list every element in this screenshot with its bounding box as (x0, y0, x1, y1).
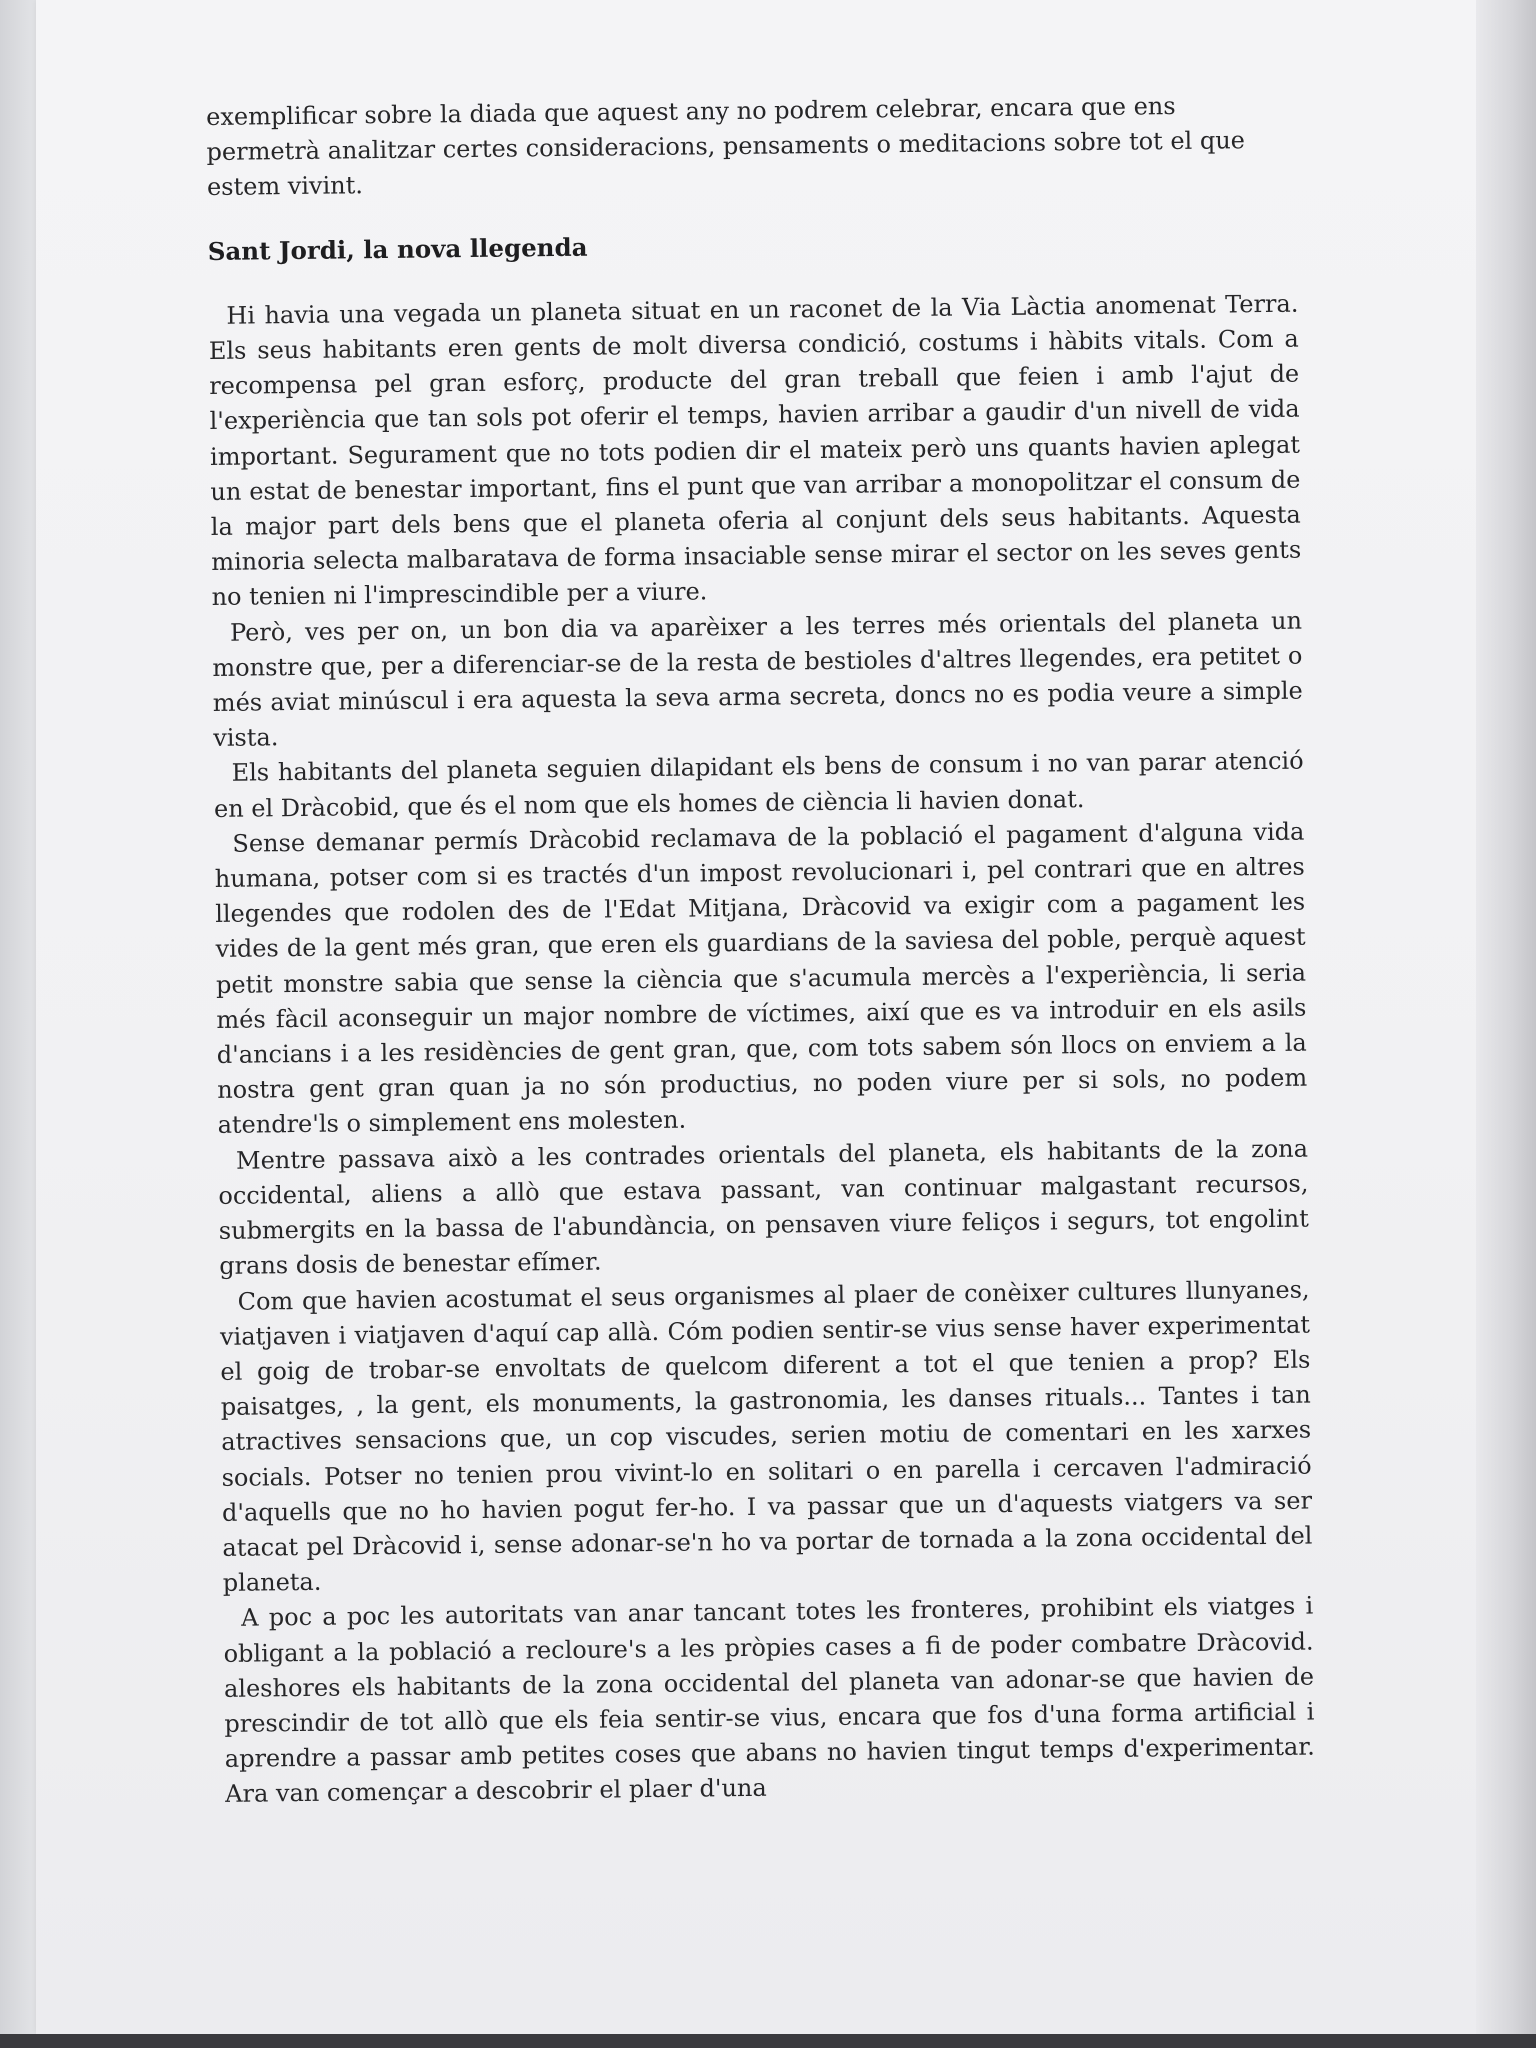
page-right-edge (1476, 0, 1536, 2048)
document-body (206, 88, 1315, 1813)
body-paragraph: Els habitants del planeta seguien dilapidant els bens de consum i no van parar atenció en el Dràcobid, que és el nom que els homes de ciència li havien donat. (213, 747, 1304, 823)
body-paragraph: Sense demanar permís Dràcobid reclamava de la població el pagament d'alguna vida humana, potser com si es tractés d'un impost revolucionari i, pel contrari que en altres llegendes que rodolen des de l'Edat Mitjana, Dràcovid va exigir com a pagament les vides de la gent més gran, que eren els guardians de la saviesa del poble, perquè aquest petit monstre sabia que sense la ciència que s'acumula mercès a l'experiència, li seria més fàcil aconseguir un major nombre de víctimes, així que es va introduir en els asils d'ancians i a les residències de gent gran, que, com tots sabem són llocs on enviem a la nostra gent gran quan ja no són productius, no poden viure per si sols, no podem atendre'ls o simplement ens molesten. (214, 817, 1308, 1140)
intro-paragraph: exemplificar sobre la diada que aquest any no podrem celebrar, encara que ens permetrà analitzar certes consideracions, pensaments o meditacions sobre tot el que estem vivint. (206, 92, 1246, 202)
section-heading: Sant Jordi, la nova llegenda (207, 232, 588, 266)
body-paragraph: A poc a poc les autoritats van anar tancant totes les fronteres, prohibint els viatges i obligant a la població a recloure's a les pròpies cases a fi de poder combatre Dràcovid. aleshores els habitants de la zona occidental del planeta van adonar-se que havien de prescindir de tot allò que els feia sentir-se vius, encara que fos d'una forma artificial i aprendre a passar amb petites coses que abans no havien tingut temps d'experimentar. Ara van començar a descobrir el plaer d'una (223, 1591, 1315, 1809)
body-paragraph: Com que havien acostumat el seus organismes al plaer de conèixer cultures llunyanes, viatjaven i viatjaven d'aquí cap allà. Cóm podien sentir-se vius sense haver experimentat el goig de trobar-se envoltats de quelcom diferent a tot el que tenien a prop? Els paisatges, , la gent, els monuments, la gastronomia, les danses rituals... Tantes i tan atractives sensacions que, un cop viscudes, serien motiu de comentari en les xarxes socials. Potser no tenien prou vivint-lo en solitari o en parella i cercaven l'admiració d'aquells que no ho havien pogut fer-ho. I va passar que un d'aquests viatgers va ser atacat pel Dràcovid i, sense adonar-se'n ho va portar de tornada a la zona occidental del planeta. (219, 1275, 1313, 1598)
body-paragraph: Mentre passava això a les contrades orientals del planeta, els habitants de la zona occidental, aliens a allò que estava passant, van continuar malgastant recursos, submergits en la bassa de l'abundància, on pensaven viure feliços i segurs, tot engolint grans dosis de benestar efímer. (218, 1134, 1309, 1281)
body-paragraph: Hi havia una vegada un planeta situat en un raconet de la Via Làctia anomenat Terra. Els seus habitants eren gents de molt diversa condició, costums i hàbits vitals. Com a recompensa pel gran esforç, producte del gran treball que feien i amb l'ajut de l'experiència que tan sols pot oferir el temps, havien arribar a gaudir d'un nivell de vida important. Segurament que no tots podien dir el mateix però uns quants havien aplegat un estat de benestar important, fins el punt que van arribar a monopolitzar el consum de la major part dels bens que el planeta oferia al conjunt dels seus habitants. Aquesta minoria selecta malbaratava de forma insaciable sense mirar el sector on les seves gents no tenien ni l'imprescindible per a viure. (208, 289, 1302, 612)
bottom-shadow-bar (0, 2034, 1536, 2048)
page-left-edge (0, 0, 36, 2048)
body-paragraph: Però, ves per on, un bon dia va aparèixer a les terres més orientals del planeta un monstre que, per a diferenciar-se de la resta de bestioles d'altres llegendes, era petitet o més aviat minúscul i era aquesta la seva arma secreta, doncs no es podia veure a simple vista. (212, 606, 1303, 753)
